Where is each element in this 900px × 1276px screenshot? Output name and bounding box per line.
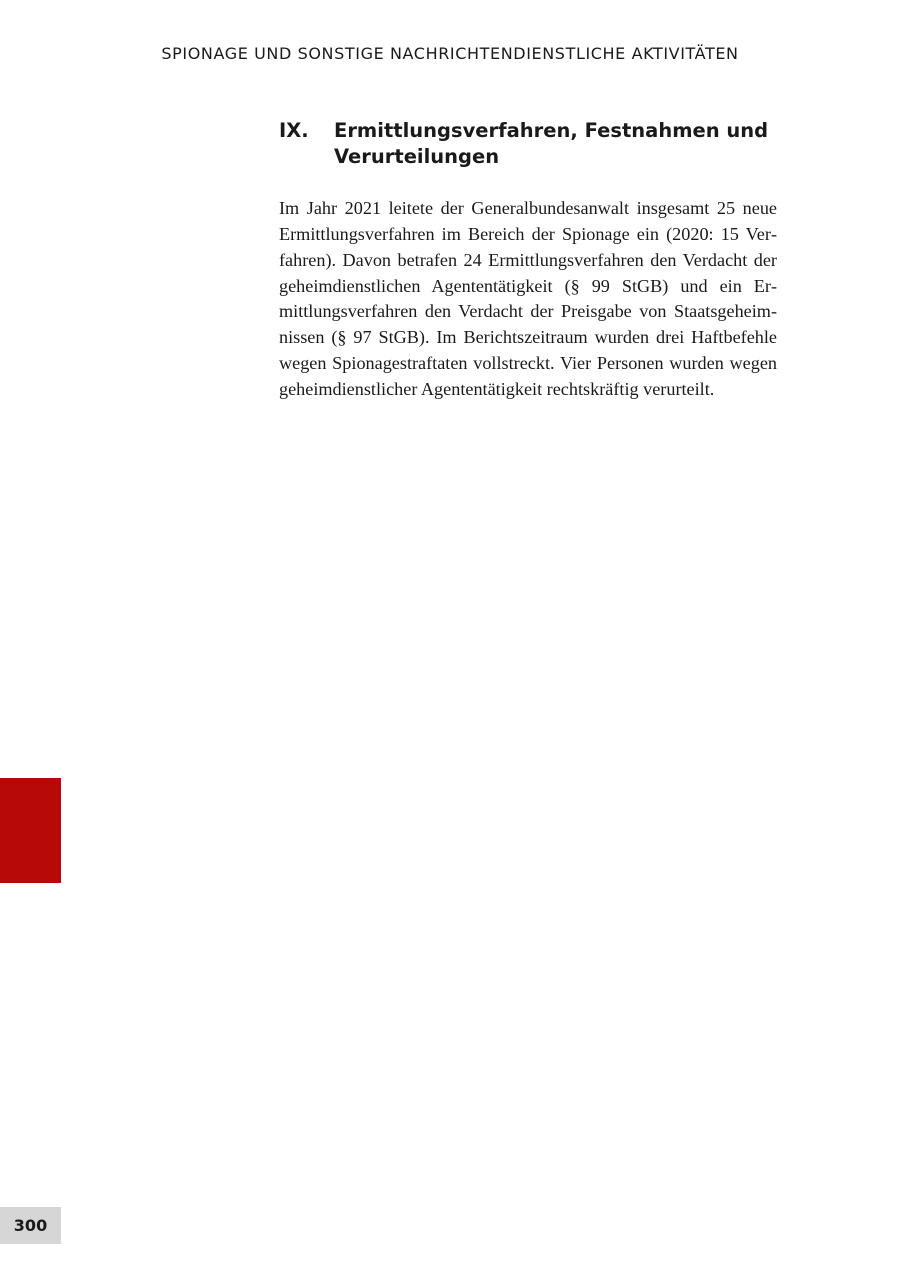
section-heading: [279, 118, 779, 170]
section-title: Ermittlungsverfahren, Festnahmen und Verurteilungen: [334, 119, 769, 168]
body-paragraph: Im Jahr 2021 leitete der Generalbundesanwalt insgesamt 25 neue Ermittlungsverfahren im Bereich der Spionage ein (2020: 15 Verfahren). Davon betrafen 24 Ermittlungsverfahren den Verdacht der geheimdienstlichen Agententätigkeit (§ 99 StGB) und ein Ermittlungsverfahren den Verdacht der Preisgabe von Staatsgeheimnissen (§ 97 StGB). Im Berichtszeitraum wurden drei Haftbefehle wegen Spionagestraftaten vollstreckt. Vier Personen wurden wegen geheimdienstlicher Agententätigkeit rechtskräftig verurteilt.: [279, 198, 777, 399]
section-number: IX.: [279, 119, 309, 142]
chapter-tab-marker: [0, 778, 61, 883]
page-number: 300: [0, 1207, 61, 1244]
running-header: SPIONAGE UND SONSTIGE NACHRICHTENDIENSTLICHE AKTIVITÄTEN: [161, 44, 739, 63]
